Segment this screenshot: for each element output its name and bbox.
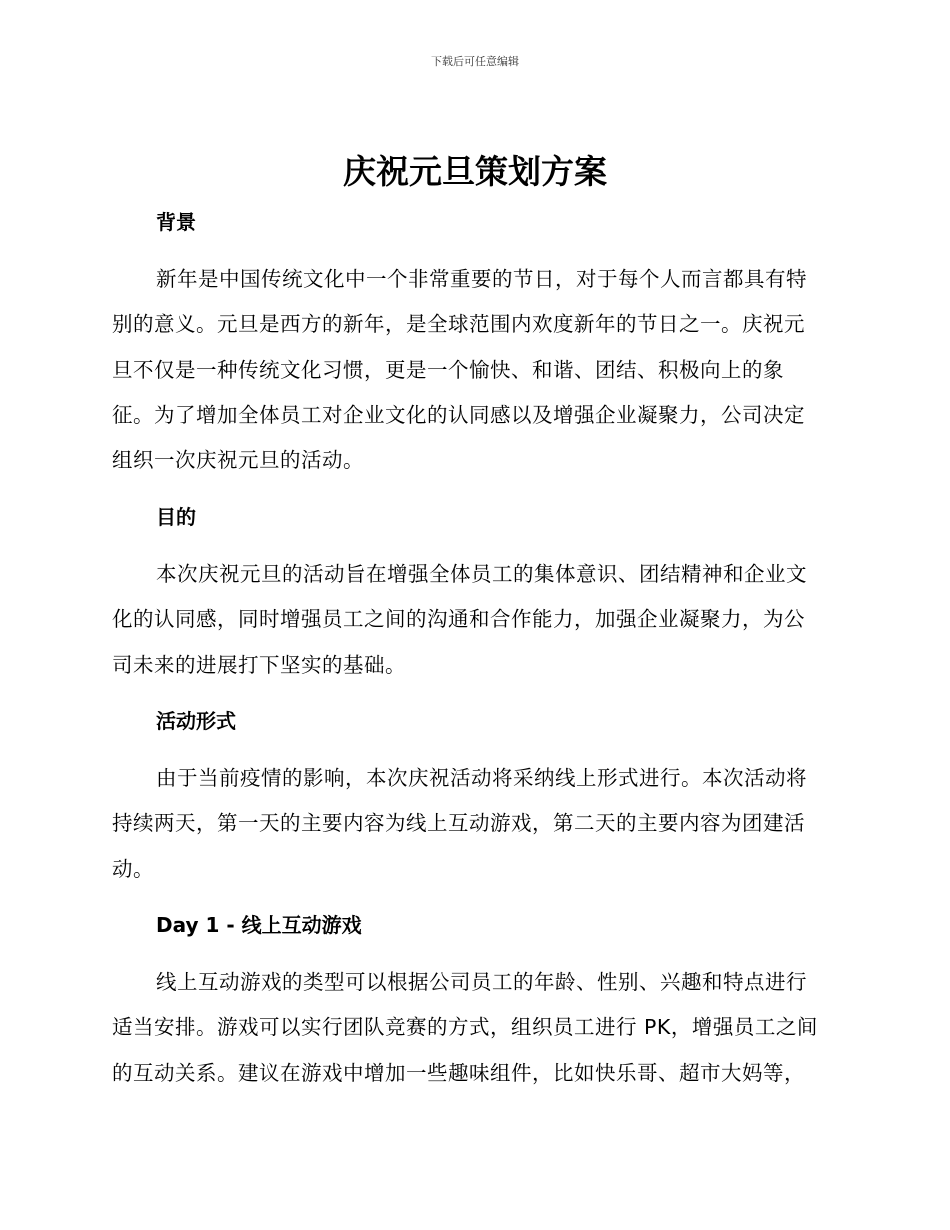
text-line: 适当安排。游戏可以实行团队竞赛的方式，组织员工进行 PK，增强员工之间: [112, 1015, 818, 1040]
text-line: 新年是中国传统文化中一个非常重要的节日，对于每个人而言都具有特: [156, 267, 807, 291]
text-line: 化的认同感，同时增强员工之间的沟通和合作能力，加强企业凝聚力，为公: [112, 607, 805, 632]
paragraph-background: [112, 257, 834, 483]
text-line: 旦不仅是一种传统文化习惯，更是一个愉快、和谐、团结、积极向上的象: [112, 357, 784, 382]
text-line: 由于当前疫情的影响，本次庆祝活动将采纳线上形式进行。本次活动将: [156, 766, 807, 790]
document-title: 庆祝元旦策划方案: [343, 152, 607, 191]
section-heading-activity-format: 活动形式: [156, 709, 236, 733]
text-line: 本次庆祝元旦的活动旨在增强全体员工的集体意识、团结精神和企业文: [156, 562, 807, 586]
text-line: 别的意义。元旦是西方的新年，是全球范围内欢度新年的节日之一。庆祝元: [112, 312, 805, 337]
section-heading-background: 背景: [156, 210, 196, 234]
text-line: 持续两天，第一天的主要内容为线上互动游戏，第二天的主要内容为团建活: [112, 811, 805, 836]
text-line: 征。为了增加全体员工对企业文化的认同感以及增强企业凝聚力，公司决定: [112, 402, 805, 427]
section-heading-day-1: Day 1 - 线上互动游戏: [156, 913, 362, 937]
text-line: 的互动关系。建议在游戏中增加一些趣味组件，比如快乐哥、超市大妈等，: [112, 1060, 805, 1085]
section-heading-purpose: 目的: [156, 505, 196, 529]
text-line: 司未来的进展打下坚实的基础。: [112, 652, 406, 677]
text-line: 动。: [112, 856, 154, 881]
paragraph-day-1: [112, 960, 834, 1096]
text-line: 线上互动游戏的类型可以根据公司员工的年龄、性别、兴趣和特点进行: [156, 970, 807, 994]
page-header-note: 下载后可任意编辑: [431, 55, 519, 68]
text-line: 组织一次庆祝元旦的活动。: [112, 448, 364, 473]
paragraph-purpose: [112, 552, 834, 688]
paragraph-activity-format: [112, 756, 834, 892]
